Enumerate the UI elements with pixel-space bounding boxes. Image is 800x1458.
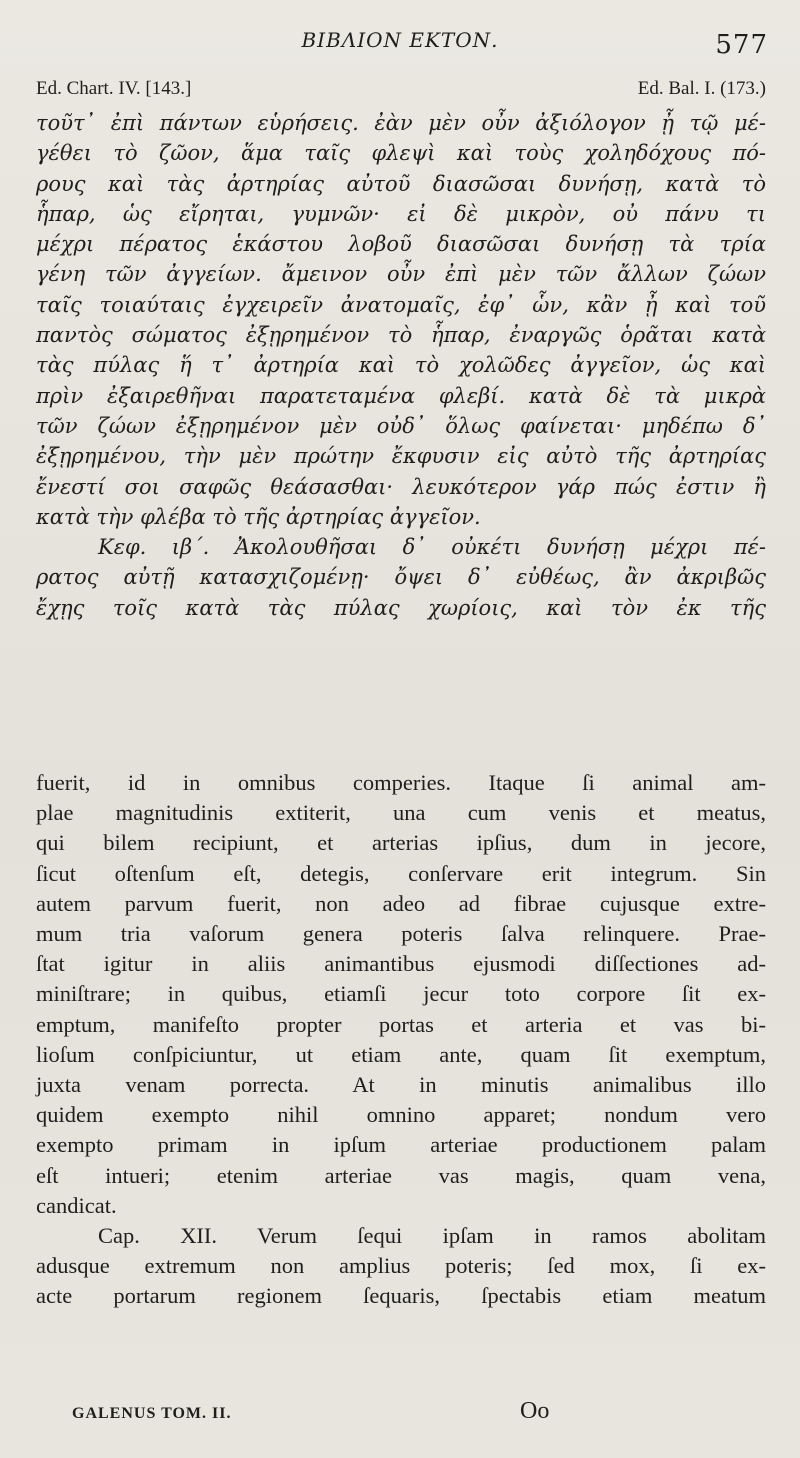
- printer-signature: GALENUS TOM. II.: [72, 1405, 232, 1422]
- greek-line: γένη τῶν ἀγγείων. ἄμεινον οὖν ἐπὶ μὲν τῶν ἄλλων ζώων: [36, 262, 766, 287]
- latin-line: plae magnitudinis extiterit, una cum venis et meatus,: [36, 800, 766, 826]
- greek-line: ἔνεστί σοι σαφῶς θεάσασθαι· λευκότερον γάρ πώς ἐστιν ἢ: [36, 474, 766, 499]
- latin-line: mum tria vaſorum genera poteris ſalva relinquere. Prae-: [36, 921, 766, 947]
- greek-line: ρατος αὐτῇ κατασχιζομένῃ· ὄψει δ᾿ εὐθέως, ἂν ἀκριβῶς: [36, 565, 766, 590]
- greek-line: ταῖς τοιαύταις ἐγχειρεῖν ἀνατομαῖς, ἐφ᾿ ὧν, κἂν ᾖ καὶ τοῦ: [36, 292, 766, 317]
- latin-line: quidem exempto nihil omnino apparet; nondum vero: [36, 1102, 766, 1128]
- greek-chapter-heading-line: Κεφ. ιβ΄. Ἀκολουθῆσαι δ᾿ οὐκέτι δυνήσῃ μέχρι πέ-: [98, 535, 766, 560]
- latin-line: acte portarum regionem ſequaris, ſpectabis etiam meatum: [36, 1283, 766, 1309]
- greek-line: παντὸς σώματος ἐξῃρημένον τὸ ἧπαρ, ἐναργῶς ὁρᾶται κατὰ: [36, 323, 766, 348]
- greek-line: τοῦτ᾿ ἐπὶ πάντων εὑρήσεις. ἐὰν μὲν οὖν ἀξιόλογον ᾖ τῷ μέ-: [36, 111, 766, 135]
- latin-line: adusque extremum non amplius poteris; ſed mox, ſi ex-: [36, 1253, 766, 1279]
- running-title: ΒΙΒΛΙΟΝ ΕΚΤΟΝ.: [301, 28, 499, 52]
- latin-line: ſtat igitur in aliis animantibus ejusmodi diſſectiones ad-: [36, 951, 766, 977]
- greek-line: τὰς πύλας ἥ τ᾿ ἀρτηρία καὶ τὸ χολῶδες ἀγγεῖον, ὡς καὶ: [36, 353, 766, 378]
- greek-line: ρους καὶ τὰς ἀρτηρίας αὐτοῦ διασῶσαι δυνήσῃ, κατὰ τὸ: [36, 171, 766, 196]
- greek-text-block: [36, 108, 766, 623]
- latin-text-block: [36, 768, 766, 1312]
- latin-line: emptum, manifeſto propter portas et arteria et vas bi-: [36, 1011, 766, 1037]
- edition-reference-left: Ed. Chart. IV. [143.]: [36, 78, 192, 99]
- greek-line: τῶν ζώων ἐξῃρημένον μὲν οὐδ᾿ ὅλως φαίνεται· μηδέπω δ᾿: [36, 413, 766, 438]
- greek-line: ἔχῃς τοῖς κατὰ τὰς πύλας χωρίοις, καὶ τὸν ἐκ τῆς: [36, 595, 766, 620]
- greek-line: ἐξῃρημένου, τὴν μὲν πρώτην ἔκφυσιν εἰς αὐτὸ τῆς ἀρτηρίας: [36, 444, 766, 469]
- greek-line: γέθει τὸ ζῶον, ἅμα ταῖς φλεψὶ καὶ τοὺς χοληδόχους πό-: [36, 141, 766, 166]
- latin-chapter-heading-line: Cap. XII. Verum ſequi ipſam in ramos abolitam: [98, 1223, 766, 1249]
- latin-line: autem parvum fuerit, non adeo ad fibrae cujusque extre-: [36, 890, 766, 916]
- greek-line: πρὶν ἐξαιρεθῆναι παρατεταμένα φλεβί. κατὰ δὲ τὰ μικρὰ: [36, 383, 766, 408]
- greek-line: κατὰ τὴν φλέβα τὸ τῆς ἀρτηρίας ἀγγεῖον.: [36, 504, 481, 529]
- latin-line: qui bilem recipiunt, et arterias ipſius, dum in jecore,: [36, 830, 766, 856]
- latin-line: lioſum conſpiciuntur, ut etiam ante, quam ſit exemptum,: [36, 1041, 766, 1067]
- latin-line: exempto primam in ipſum arteriae productionem palam: [36, 1132, 766, 1158]
- edition-reference-right: Ed. Bal. I. (173.): [637, 78, 766, 99]
- latin-line: candicat.: [36, 1192, 117, 1218]
- latin-line: miniſtrare; in quibus, etiamſi jecur toto corpore ſit ex-: [36, 981, 766, 1007]
- latin-line: ſicut oſtenſum eſt, detegis, conſervare erit integrum. Sin: [36, 860, 766, 886]
- sheet-signature-mark: Oo: [520, 1398, 550, 1424]
- latin-line: fuerit, id in omnibus comperies. Itaque ſi animal am-: [36, 770, 766, 795]
- greek-line: μέχρι πέρατος ἑκάστου λοβοῦ διασῶσαι δυνήσῃ τὰ τρία: [36, 232, 766, 257]
- latin-line: eſt intueri; etenim arteriae vas magis, quam vena,: [36, 1162, 766, 1188]
- greek-line: ἧπαρ, ὡς εἴρηται, γυμνῶν· εἰ δὲ μικρὸν, οὐ πάνυ τι: [36, 201, 766, 226]
- latin-line: juxta venam porrecta. At in minutis animalibus illo: [36, 1072, 766, 1098]
- page-number: 577: [715, 30, 768, 60]
